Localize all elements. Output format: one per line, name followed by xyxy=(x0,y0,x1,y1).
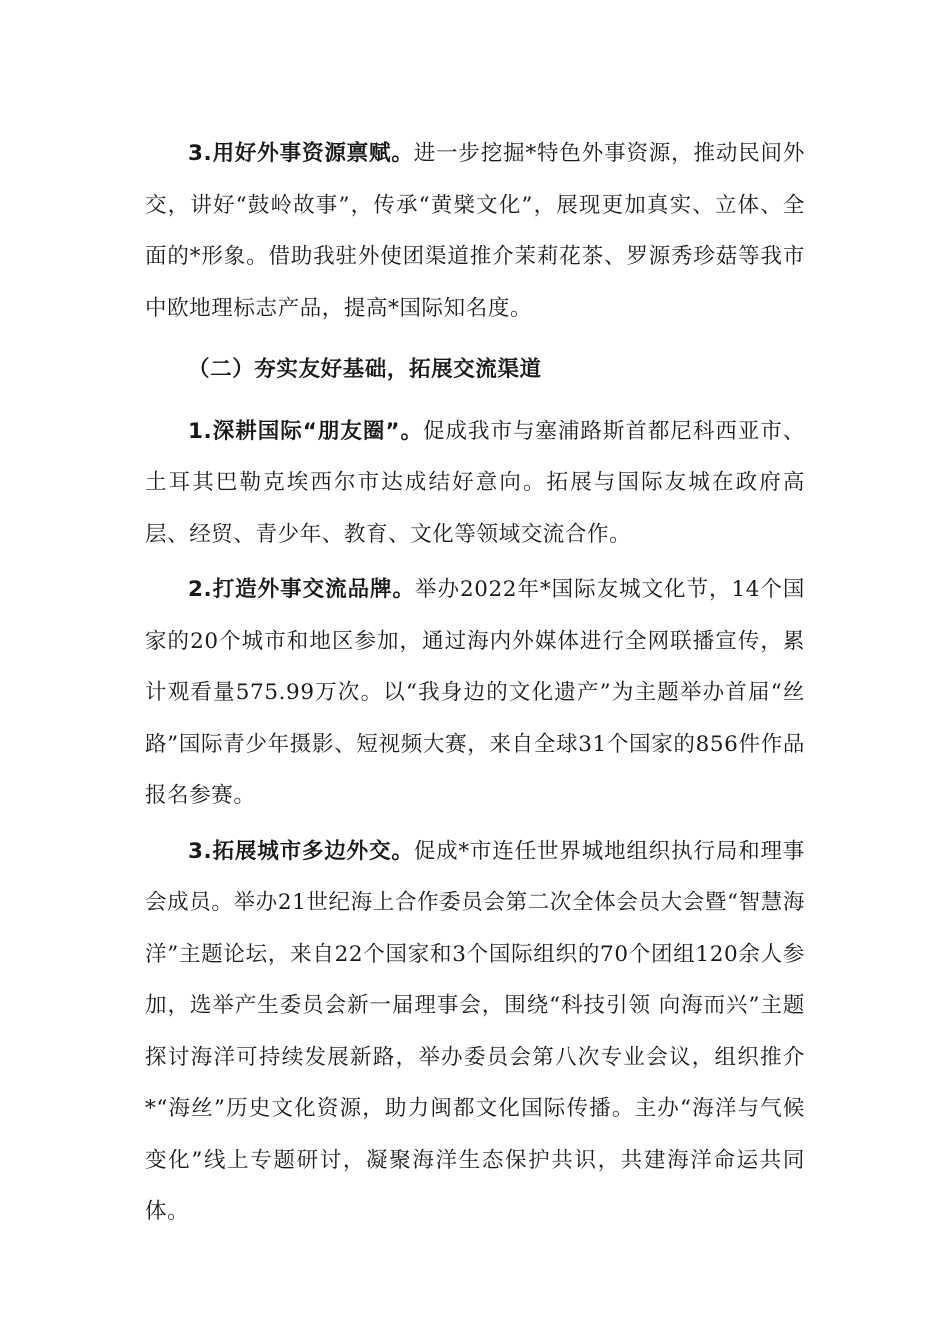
paragraph-body: 促成*市连任世界城地组织执行局和理事会成员。举办21世纪海上合作委员会第二次全体会员大会暨“智慧海洋”主题论坛，来自22个国家和3个国际组织的70个团组120余人参加，选举产生委员会新一届理事会，围绕“科技引领 向海而兴”主题探讨海洋可持续发展新路，举办委员会第八次专业会议，组织推介*“海丝”历史文化资源，助力闽都文化国际传播。主办“海洋与气候变化”线上专题研讨，凝聚海洋生态保护共识，共建海洋命运共同体。 xyxy=(145,838,805,1224)
paragraph-body: 举办2022年*国际友城文化节，14个国家的20个城市和地区参加，通过海内外媒体进行全网联播宣传，累计观看量575.99万次。以“我身边的文化遗产”为主题举办首届“丝路”国际青少年摄影、短视频大赛，来自全球31个国家的856件作品报名参赛。 xyxy=(145,577,806,808)
paragraph-body: 促成我市与塞浦路斯首都尼科西亚市、土耳其巴勒克埃西尔市达成结好意向。拓展与国际友城在政府高层、经贸、青少年、教育、文化等领域交流合作。 xyxy=(145,418,805,547)
paragraph-lead: 2.打造外事交流品牌。 xyxy=(188,577,416,602)
paragraph-lead: 3.拓展城市多边外交。 xyxy=(188,838,414,864)
paragraph-foreign-affairs-resources xyxy=(145,128,805,334)
paragraph-lead: 3.用好外事资源禀赋。 xyxy=(188,141,414,166)
section-heading: （二）夯实友好基础，拓展交流渠道 xyxy=(188,357,542,382)
paragraph-lead: 1.深耕国际“朋友圈”。 xyxy=(188,418,423,444)
paragraph-multilateral-diplomacy xyxy=(145,826,805,1238)
paragraph-body: 进一步挖掘*特色外事资源，推动民间外交，讲好“鼓岭故事”，传承“黄檗文化”，展现更加真实、立体、全面的*形象。借助我驻外使团渠道推介茉莉花茶、罗源秀珍菇等我市中欧地理标志产品，提高*国际知名度。 xyxy=(145,141,805,321)
document-page xyxy=(145,128,805,1238)
paragraph-friend-circle xyxy=(145,406,805,561)
paragraph-exchange-brand xyxy=(145,564,805,822)
